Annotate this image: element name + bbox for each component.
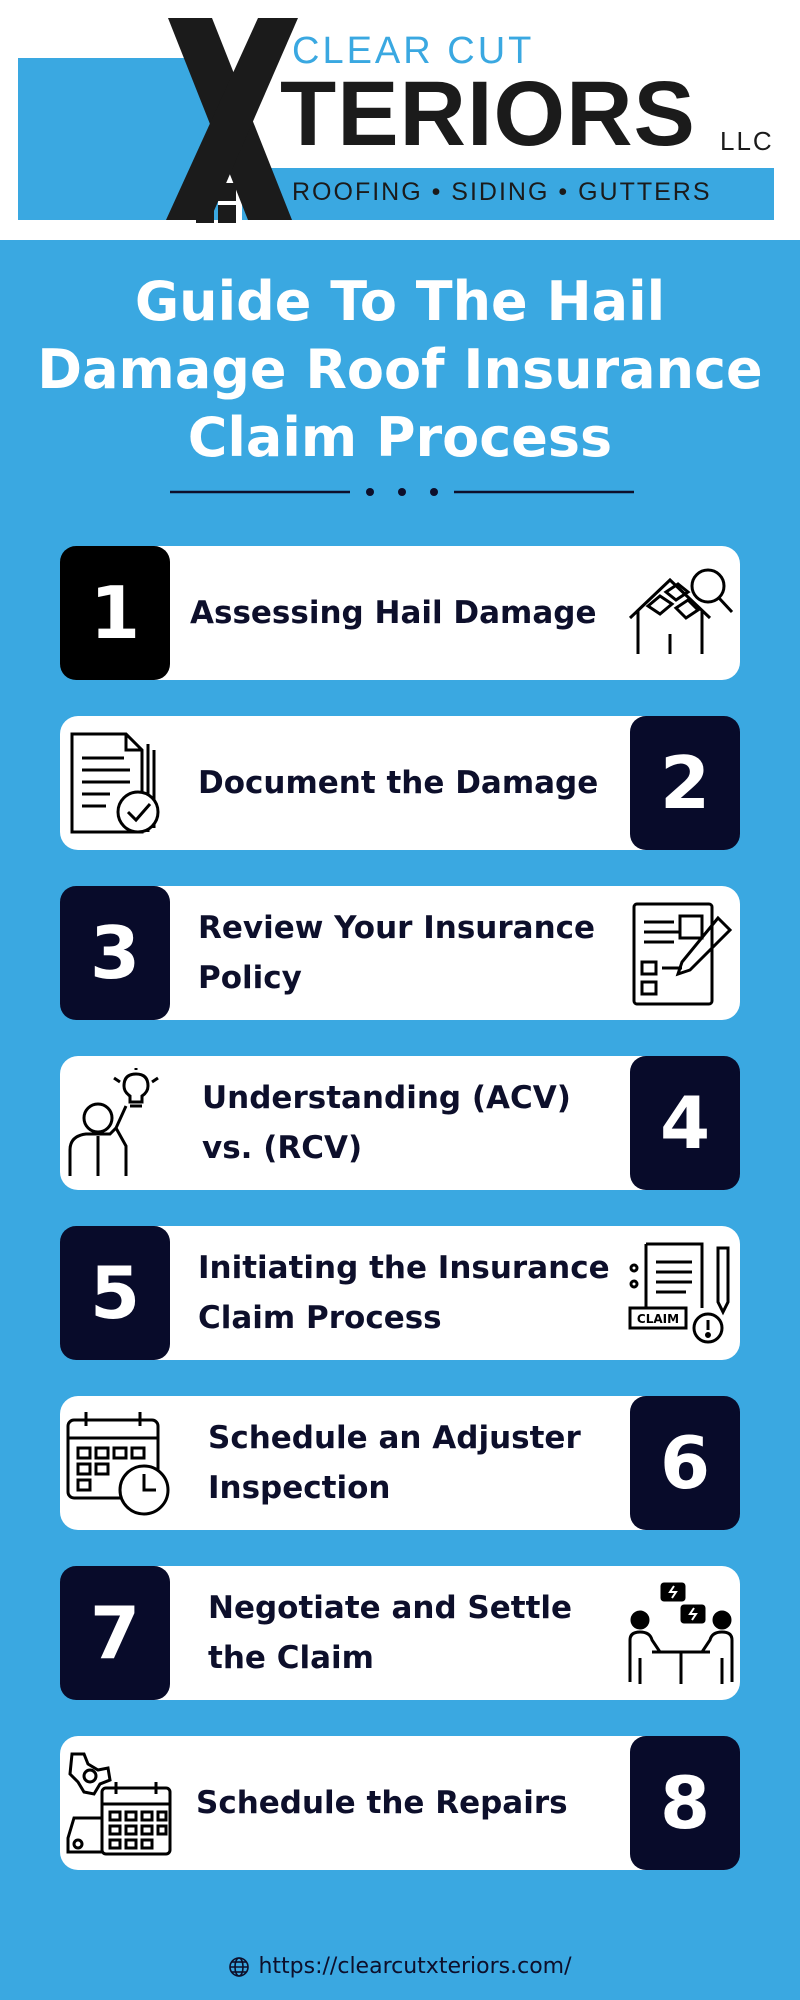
calendar-clock-icon (64, 1408, 174, 1518)
step-title: Review Your Insurance Policy (198, 910, 596, 996)
title-divider (170, 482, 634, 502)
claim-label: CLAIM (636, 1312, 680, 1326)
step-number-badge: 8 (630, 1736, 740, 1870)
step-card-4 (60, 1056, 740, 1190)
logo-clear-cut: CLEAR CUT (292, 30, 535, 72)
repair-calendar-icon (64, 1748, 174, 1858)
step-card-2 (60, 716, 740, 850)
page-title: Guide To The Hail Damage Roof Insurance Claim Process (37, 270, 763, 469)
globe-icon (228, 1956, 250, 1978)
step-card-1 (60, 546, 740, 680)
step-card-3 (60, 886, 740, 1020)
claim-document-icon (626, 1238, 736, 1348)
step-number-badge: 5 (60, 1226, 170, 1360)
step-number-badge: 7 (60, 1566, 170, 1700)
step-title: Initiating the Insurance Claim Process (198, 1250, 610, 1336)
step-number-badge: 6 (630, 1396, 740, 1530)
step-number-badge: 4 (630, 1056, 740, 1190)
step-card-7 (60, 1566, 740, 1700)
step-number-badge: 3 (60, 886, 170, 1020)
negotiation-table-icon (626, 1578, 736, 1688)
roof-magnifier-icon (626, 558, 736, 668)
document-check-icon (64, 728, 174, 838)
step-number-badge: 1 (60, 546, 170, 680)
website-link[interactable]: https://clearcutxteriors.com/ (258, 1954, 572, 1979)
step-title: Assessing Hail Damage (190, 595, 597, 631)
step-number-badge: 2 (630, 716, 740, 850)
policy-form-pencil-icon (626, 898, 736, 1008)
header-logo (0, 0, 800, 240)
step-title: Schedule an Adjuster Inspection (208, 1420, 581, 1506)
person-idea-icon (64, 1068, 174, 1178)
step-title: Understanding (ACV) vs. (RCV) (202, 1080, 571, 1166)
step-title: Document the Damage (198, 765, 599, 801)
logo-tagline: ROOFING • SIDING • GUTTERS (292, 178, 712, 206)
window-icon (196, 183, 236, 223)
step-card-6 (60, 1396, 740, 1530)
step-card-5 (60, 1226, 740, 1360)
step-card-8 (60, 1736, 740, 1870)
logo-llc: LLC (720, 126, 774, 156)
footer (0, 1954, 800, 1979)
step-title: Schedule the Repairs (196, 1785, 568, 1821)
step-title: Negotiate and Settle the Claim (208, 1590, 573, 1676)
logo-teriors: TERIORS (280, 63, 696, 165)
